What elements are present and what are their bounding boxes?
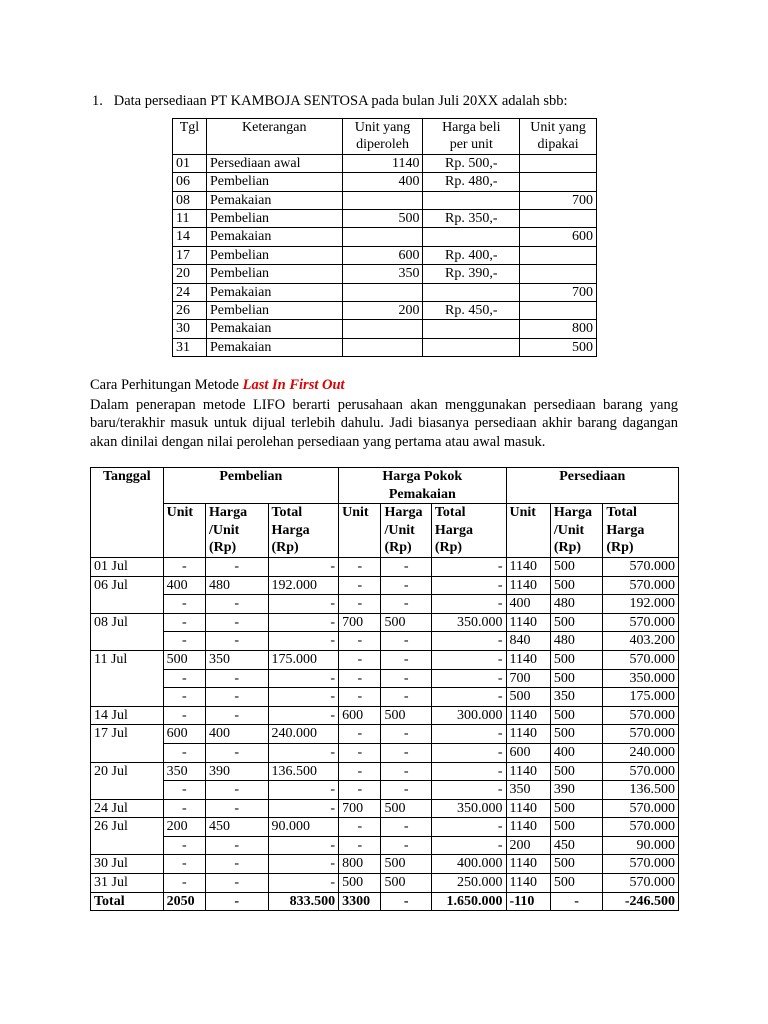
table1-cell: 11 <box>173 210 207 228</box>
table2-cell: - <box>431 557 506 576</box>
table1-cell <box>342 320 423 338</box>
table2-date-cell: 20 Jul <box>91 762 164 799</box>
table2-cell: - <box>381 669 431 688</box>
table1-row <box>173 338 597 356</box>
table2-cell: 500 <box>381 874 431 893</box>
table2-sub-unit: Unit <box>506 504 550 558</box>
table2-row <box>91 688 679 707</box>
table2-cell: 350 <box>506 781 550 800</box>
table1-header-row <box>173 119 597 155</box>
table2-sub-total: Total Harga (Rp) <box>431 504 506 558</box>
table2-cell: 175.000 <box>268 650 339 669</box>
table2-cell: - <box>268 669 339 688</box>
table2-cell: - <box>205 632 268 651</box>
table2-total-cell: 3300 <box>339 892 381 911</box>
table2-date-cell: 06 Jul <box>91 576 164 613</box>
table1-cell: 200 <box>342 302 423 320</box>
inventory-data-table <box>172 118 597 357</box>
table2-cell: - <box>268 688 339 707</box>
table1-cell: Rp. 480,- <box>423 173 520 191</box>
table2-cell: - <box>339 743 381 762</box>
method-prefix: Cara Perhitungan Metode <box>90 377 243 393</box>
table2-cell: - <box>205 836 268 855</box>
method-name: Last In First Out <box>242 377 345 393</box>
table2-cell: 500 <box>550 725 602 744</box>
table2-sub-harga: Harga /Unit (Rp) <box>205 504 268 558</box>
table2-cell: - <box>205 595 268 614</box>
table1-row <box>173 191 597 209</box>
table2-cell: 1140 <box>506 706 550 725</box>
table2-cell: - <box>431 576 506 595</box>
table2-sub-unit: Unit <box>163 504 205 558</box>
table1-cell <box>342 228 423 246</box>
table2-cell: - <box>431 725 506 744</box>
table2-cell: - <box>381 836 431 855</box>
table2-cell: 1140 <box>506 818 550 837</box>
table1-row <box>173 302 597 320</box>
table2-cell: - <box>268 557 339 576</box>
table2-cell: 500 <box>550 557 602 576</box>
table1-row <box>173 265 597 283</box>
table2-cell: 500 <box>550 799 602 818</box>
lifo-calculation-table <box>90 467 679 911</box>
table2-cell: 403.200 <box>603 632 679 651</box>
table2-cell: - <box>163 669 205 688</box>
table2-header-pembelian: Pembelian <box>163 468 338 504</box>
table2-total-cell: 1.650.000 <box>431 892 506 911</box>
table1-cell: 14 <box>173 228 207 246</box>
table1-cell <box>423 283 520 301</box>
table2-cell: 136.500 <box>603 781 679 800</box>
table2-date-cell: 26 Jul <box>91 818 164 855</box>
table2-cell: 300.000 <box>431 706 506 725</box>
table1-cell: Pemakaian <box>206 320 342 338</box>
table2-total-row <box>91 892 679 911</box>
table2-sub-harga: Harga /Unit (Rp) <box>381 504 431 558</box>
table2-total-cell: Total <box>91 892 164 911</box>
table1-cell: 1140 <box>342 154 423 172</box>
table2-cell: - <box>381 818 431 837</box>
table2-cell: 240.000 <box>268 725 339 744</box>
table2-cell: - <box>381 688 431 707</box>
table2-cell: 1140 <box>506 650 550 669</box>
table2-cell: 192.000 <box>268 576 339 595</box>
table2-cell: 600 <box>339 706 381 725</box>
table2-row <box>91 669 679 688</box>
table2-cell: - <box>268 595 339 614</box>
table2-cell: - <box>339 725 381 744</box>
table1-cell: Pemakaian <box>206 338 342 356</box>
table2-cell: 570.000 <box>603 874 679 893</box>
table2-cell: 800 <box>339 855 381 874</box>
table2-cell: - <box>163 743 205 762</box>
table1-row <box>173 320 597 338</box>
table2-header-hpp: Harga Pokok Pemakaian <box>339 468 506 504</box>
table2-sub-harga: Harga /Unit (Rp) <box>550 504 602 558</box>
table2-cell: - <box>339 669 381 688</box>
table2-total-cell: - <box>205 892 268 911</box>
table1-cell: 01 <box>173 154 207 172</box>
table2-cell: - <box>163 874 205 893</box>
table2-cell: - <box>431 669 506 688</box>
table2-cell: - <box>205 799 268 818</box>
table2-cell: - <box>205 743 268 762</box>
table2-cell: 136.500 <box>268 762 339 781</box>
table2-cell: - <box>205 781 268 800</box>
table2-cell: 500 <box>381 706 431 725</box>
table2-cell: - <box>431 743 506 762</box>
table2-cell: 480 <box>550 632 602 651</box>
table2-cell: 500 <box>381 855 431 874</box>
table1-cell <box>423 320 520 338</box>
table2-cell: 480 <box>205 576 268 595</box>
table2-total-cell: - <box>550 892 602 911</box>
table2-cell: 1140 <box>506 762 550 781</box>
table2-cell: 570.000 <box>603 706 679 725</box>
table1-header-cell: Tgl <box>173 119 207 155</box>
table2-cell: 450 <box>550 836 602 855</box>
table2-cell: - <box>431 650 506 669</box>
table2-cell: - <box>431 632 506 651</box>
table2-cell: 350.000 <box>431 799 506 818</box>
table1-cell <box>342 191 423 209</box>
table2-date-cell: 17 Jul <box>91 725 164 762</box>
table2-cell: 500 <box>550 762 602 781</box>
table2-cell: 400 <box>550 743 602 762</box>
table2-cell: - <box>381 743 431 762</box>
table2-cell: - <box>205 613 268 632</box>
table2-cell: 500 <box>550 613 602 632</box>
table1-row <box>173 173 597 191</box>
method-paragraph: Dalam penerapan metode LIFO berarti perusahaan akan menggunakan persediaan barang yang baru/terakhir masuk untuk dijual terlebih dahulu. Jadi biasanya persediaan akhir barang dagangan akan dinilai dengan nilai perolehan persediaan yang pertama atau awal masuk. <box>90 397 678 450</box>
table2-cell: - <box>339 762 381 781</box>
table1-cell <box>520 210 597 228</box>
table2-cell: 400 <box>163 576 205 595</box>
table2-row <box>91 706 679 725</box>
table2-cell: - <box>163 855 205 874</box>
table2-cell: - <box>163 632 205 651</box>
table2-sub-unit: Unit <box>339 504 381 558</box>
table1-cell: 31 <box>173 338 207 356</box>
table2-row <box>91 781 679 800</box>
table1-cell: Pembelian <box>206 265 342 283</box>
table2-cell: 600 <box>506 743 550 762</box>
table1-row <box>173 246 597 264</box>
table2-row <box>91 799 679 818</box>
table2-cell: 400 <box>506 595 550 614</box>
table2-header-tanggal: Tanggal <box>91 468 164 558</box>
table2-cell: - <box>431 781 506 800</box>
table2-row <box>91 874 679 893</box>
table1-cell: Pemakaian <box>206 191 342 209</box>
table2-cell: - <box>381 725 431 744</box>
table2-cell: 1140 <box>506 576 550 595</box>
table2-cell: - <box>431 595 506 614</box>
table2-cell: 350 <box>205 650 268 669</box>
table2-cell: 90.000 <box>268 818 339 837</box>
table2-total-cell: 2050 <box>163 892 205 911</box>
table2-cell: 570.000 <box>603 557 679 576</box>
table1-cell: 17 <box>173 246 207 264</box>
table2-cell: - <box>339 650 381 669</box>
table2-cell: 500 <box>550 818 602 837</box>
table1-header-cell: Harga beli per unit <box>423 119 520 155</box>
table1-cell: 400 <box>342 173 423 191</box>
table2-row <box>91 650 679 669</box>
table2-date-cell: 31 Jul <box>91 874 164 893</box>
table2-cell: - <box>339 632 381 651</box>
table1-cell: Pembelian <box>206 302 342 320</box>
table2-cell: - <box>431 818 506 837</box>
table1-cell: Pembelian <box>206 173 342 191</box>
table2-cell: 700 <box>339 613 381 632</box>
table2-cell: - <box>268 836 339 855</box>
table1-cell <box>342 283 423 301</box>
table2-cell: 500 <box>381 799 431 818</box>
table1-cell: 800 <box>520 320 597 338</box>
table2-cell: - <box>268 874 339 893</box>
table2-cell: 500 <box>381 613 431 632</box>
table2-cell: - <box>205 557 268 576</box>
table2-cell: 500 <box>550 576 602 595</box>
table2-cell: 1140 <box>506 557 550 576</box>
table1-cell <box>520 302 597 320</box>
table2-cell: 350 <box>163 762 205 781</box>
table2-cell: 840 <box>506 632 550 651</box>
table2-cell: 240.000 <box>603 743 679 762</box>
table2-cell: 500 <box>550 874 602 893</box>
table2-cell: 600 <box>163 725 205 744</box>
table2-cell: 700 <box>339 799 381 818</box>
table2-sub-total: Total Harga (Rp) <box>268 504 339 558</box>
table1-header-cell: Keterangan <box>206 119 342 155</box>
table1-header-cell: Unit yang dipakai <box>520 119 597 155</box>
table2-row <box>91 836 679 855</box>
table2-date-cell: 14 Jul <box>91 706 164 725</box>
table1-cell: Rp. 400,- <box>423 246 520 264</box>
table2-cell: - <box>339 595 381 614</box>
table1-cell: Pemakaian <box>206 283 342 301</box>
table1-cell: 600 <box>342 246 423 264</box>
table1-cell: 30 <box>173 320 207 338</box>
table2-row <box>91 743 679 762</box>
table2-header-row <box>91 468 679 504</box>
table2-cell: 500 <box>550 669 602 688</box>
table2-cell: - <box>205 669 268 688</box>
table1-cell: 06 <box>173 173 207 191</box>
table2-cell: 390 <box>205 762 268 781</box>
table2-cell: 1140 <box>506 725 550 744</box>
table2-date-cell: 08 Jul <box>91 613 164 650</box>
table2-cell: - <box>381 576 431 595</box>
table2-cell: 570.000 <box>603 855 679 874</box>
table2-header-persediaan: Persediaan <box>506 468 679 504</box>
table1-row <box>173 228 597 246</box>
table2-cell: 1140 <box>506 799 550 818</box>
table2-cell: - <box>205 855 268 874</box>
table2-cell: 250.000 <box>431 874 506 893</box>
table1-cell: Rp. 390,- <box>423 265 520 283</box>
table1-row <box>173 154 597 172</box>
table2-cell: 175.000 <box>603 688 679 707</box>
table2-cell: 1140 <box>506 613 550 632</box>
table2-cell: 390 <box>550 781 602 800</box>
table1-cell: 500 <box>342 210 423 228</box>
table2-date-cell: 24 Jul <box>91 799 164 818</box>
table2-cell: 400.000 <box>431 855 506 874</box>
table2-cell: - <box>431 762 506 781</box>
table2-cell: 480 <box>550 595 602 614</box>
table2-cell: - <box>268 781 339 800</box>
table1-cell: 350 <box>342 265 423 283</box>
table1-cell: 700 <box>520 283 597 301</box>
table2-cell: - <box>163 613 205 632</box>
table2-cell: 90.000 <box>603 836 679 855</box>
table1-cell: Persediaan awal <box>206 154 342 172</box>
table2-cell: 400 <box>205 725 268 744</box>
table2-cell: - <box>339 688 381 707</box>
table2-cell: - <box>268 743 339 762</box>
table2-cell: 200 <box>506 836 550 855</box>
table2-row <box>91 632 679 651</box>
table1-row <box>173 210 597 228</box>
table1-cell: Pembelian <box>206 210 342 228</box>
table1-cell <box>423 338 520 356</box>
table2-cell: - <box>268 706 339 725</box>
table1-cell: Rp. 350,- <box>423 210 520 228</box>
question-text: Data persediaan PT KAMBOJA SENTOSA pada bulan Juli 20XX adalah sbb: <box>113 93 568 109</box>
table2-cell: - <box>381 781 431 800</box>
table2-cell: - <box>205 688 268 707</box>
table2-cell: - <box>339 836 381 855</box>
table1-cell: 26 <box>173 302 207 320</box>
table2-total-cell: - <box>381 892 431 911</box>
table2-date-cell: 30 Jul <box>91 855 164 874</box>
table2-cell: - <box>163 595 205 614</box>
table1-cell <box>520 246 597 264</box>
table2-cell: 500 <box>550 855 602 874</box>
table1-cell <box>520 154 597 172</box>
table2-cell: - <box>205 706 268 725</box>
question-number: 1. <box>92 93 103 109</box>
table1-cell: Rp. 450,- <box>423 302 520 320</box>
table2-total-cell: -246.500 <box>603 892 679 911</box>
table2-cell: - <box>163 799 205 818</box>
table2-cell: 500 <box>163 650 205 669</box>
table2-row <box>91 762 679 781</box>
table2-row <box>91 557 679 576</box>
table2-cell: - <box>163 557 205 576</box>
table2-cell: 570.000 <box>603 613 679 632</box>
table2-cell: 450 <box>205 818 268 837</box>
table2-cell: - <box>163 836 205 855</box>
table2-row <box>91 576 679 595</box>
table1-cell: 20 <box>173 265 207 283</box>
table2-cell: - <box>431 836 506 855</box>
table2-cell: - <box>268 613 339 632</box>
table1-header-cell: Unit yang diperoleh <box>342 119 423 155</box>
table2-cell: - <box>339 557 381 576</box>
table2-cell: 200 <box>163 818 205 837</box>
table2-date-cell: 01 Jul <box>91 557 164 576</box>
table1-cell: 24 <box>173 283 207 301</box>
table2-cell: - <box>163 688 205 707</box>
table2-cell: - <box>205 874 268 893</box>
table1-cell <box>423 191 520 209</box>
table1-cell <box>342 338 423 356</box>
method-heading <box>90 377 345 394</box>
table1-cell: 700 <box>520 191 597 209</box>
table2-cell: 500 <box>550 650 602 669</box>
table2-sub-total: Total Harga (Rp) <box>603 504 679 558</box>
table2-row <box>91 725 679 744</box>
table1-row <box>173 283 597 301</box>
table2-total-cell: -110 <box>506 892 550 911</box>
table2-cell: 570.000 <box>603 762 679 781</box>
table2-cell: 1140 <box>506 874 550 893</box>
table2-cell: 350.000 <box>603 669 679 688</box>
table2-cell: - <box>381 632 431 651</box>
table1-cell <box>423 228 520 246</box>
table2-total-cell: 833.500 <box>268 892 339 911</box>
table1-cell: 08 <box>173 191 207 209</box>
table1-cell: 500 <box>520 338 597 356</box>
table1-cell <box>520 265 597 283</box>
table2-cell: 570.000 <box>603 576 679 595</box>
table1-cell: Pembelian <box>206 246 342 264</box>
table2-cell: - <box>339 576 381 595</box>
table2-cell: - <box>381 650 431 669</box>
table2-row <box>91 595 679 614</box>
table2-cell: - <box>163 781 205 800</box>
table2-cell: 500 <box>506 688 550 707</box>
table2-date-cell: 11 Jul <box>91 650 164 706</box>
table1-cell: Rp. 500,- <box>423 154 520 172</box>
table2-cell: 570.000 <box>603 650 679 669</box>
table2-cell: 570.000 <box>603 818 679 837</box>
table2-row <box>91 818 679 837</box>
question-title <box>92 93 568 110</box>
table2-cell: 1140 <box>506 855 550 874</box>
table2-cell: - <box>163 706 205 725</box>
table2-subheader-row <box>91 504 679 558</box>
table2-cell: - <box>381 762 431 781</box>
table2-cell: - <box>268 799 339 818</box>
table2-cell: 350.000 <box>431 613 506 632</box>
table2-row <box>91 855 679 874</box>
table1-cell: Pemakaian <box>206 228 342 246</box>
table2-cell: - <box>268 632 339 651</box>
table2-cell: - <box>268 855 339 874</box>
table2-cell: 700 <box>506 669 550 688</box>
table2-cell: 570.000 <box>603 725 679 744</box>
table2-cell: 500 <box>339 874 381 893</box>
table2-cell: - <box>339 818 381 837</box>
table2-row <box>91 613 679 632</box>
table1-cell <box>520 173 597 191</box>
table2-cell: - <box>339 781 381 800</box>
table2-cell: 570.000 <box>603 799 679 818</box>
table2-cell: 350 <box>550 688 602 707</box>
table1-cell: 600 <box>520 228 597 246</box>
table2-cell: - <box>431 688 506 707</box>
table2-cell: 192.000 <box>603 595 679 614</box>
table2-cell: - <box>381 595 431 614</box>
table2-cell: - <box>381 557 431 576</box>
table2-cell: 500 <box>550 706 602 725</box>
